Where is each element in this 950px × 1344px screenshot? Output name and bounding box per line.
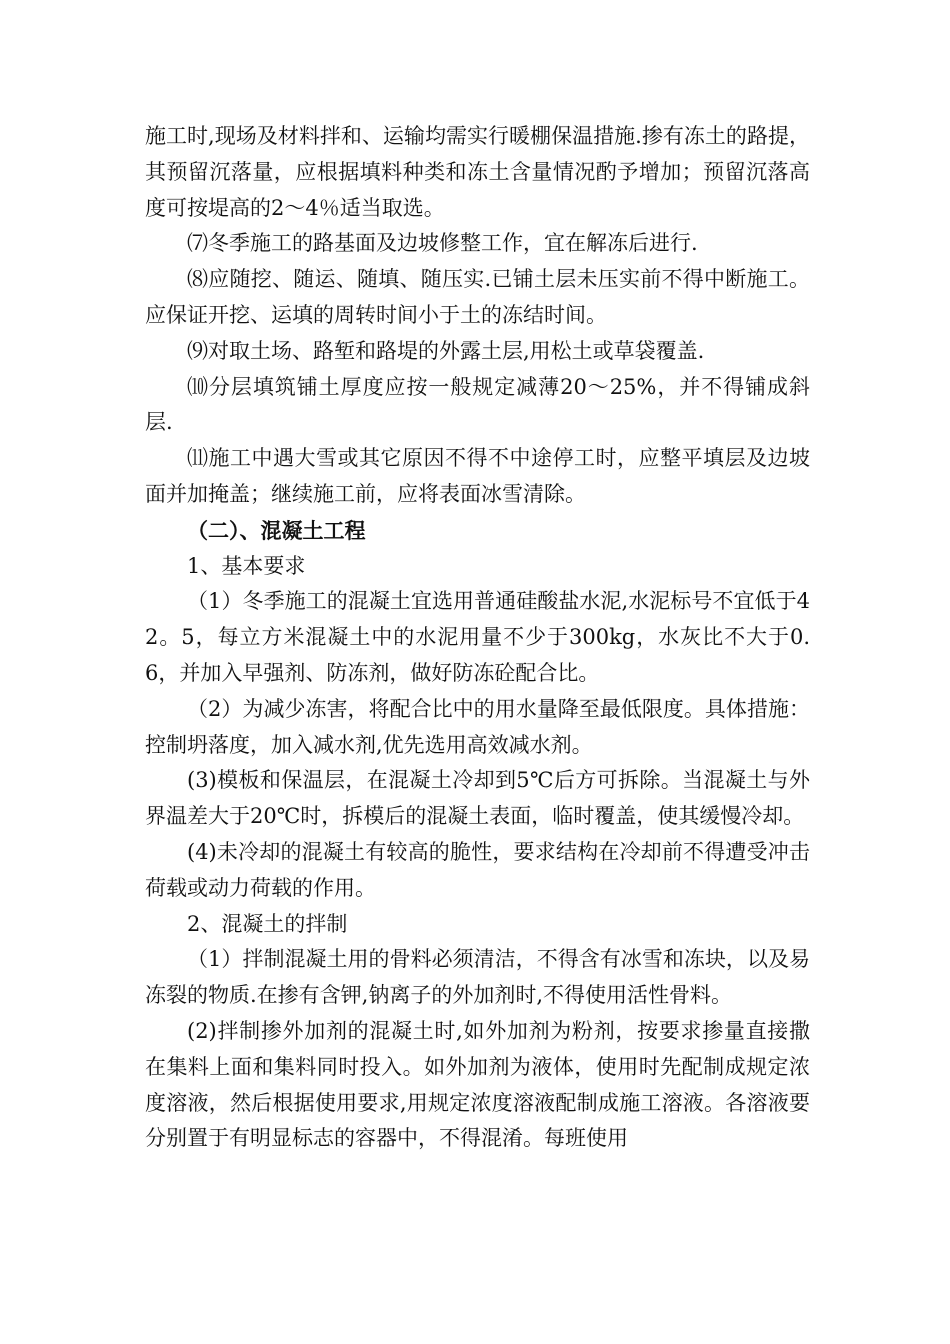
paragraph: ⑽分层填筑铺土厚度应按一般规定减薄20～25%，并不得铺成斜层. [145, 374, 810, 435]
paragraph: 施工时,现场及材料拌和、运输均需实行暖棚保温措施.掺有冻土的路提，其预留沉落量，应根据填料种类和冻土含量情况酌予增加；预留沉落高度可按堤高的2～4％适当取选。 [145, 124, 810, 220]
paragraph: （1）冬季施工的混凝土宜选用普通硅酸盐水泥,水泥标号不宜低于42。5，每立方米混凝土中的水泥用量不少于300kg，水灰比不大于0.6，并加入早强剂、防冻剂，做好防冻砼配合比。 [145, 589, 810, 685]
paragraph: ⑻应随挖、随运、随填、随压实.已铺土层未压实前不得中断施工。应保证开挖、运填的周转时间小于土的冻结时间。 [145, 267, 810, 327]
subsection-heading: 2、混凝土的拌制 [187, 911, 348, 936]
paragraph: （2）为减少冻害，将配合比中的用水量降至最低限度。具体措施：控制坍落度，加入减水剂,优先选用高效减水剂。 [145, 696, 810, 757]
paragraph: ⑼对取土场、路堑和路堤的外露土层,用松土或草袋覆盖. [187, 338, 705, 363]
subsection-heading: 1、基本要求 [187, 553, 306, 578]
paragraph: ⑺冬季施工的路基面及边坡修整工作，宜在解冻后进行. [187, 231, 698, 256]
paragraph: (4)未冷却的混凝土有较高的脆性，要求结构在冷却前不得遭受冲击荷载或动力荷载的作用。 [145, 839, 810, 900]
paragraph: (3)模板和保温层，在混凝土冷却到5℃后方可拆除。当混凝土与外界温差大于20℃时，拆模后的混凝土表面，临时覆盖，使其缓慢冷却。 [145, 768, 810, 829]
paragraph: （1）拌制混凝土用的骨料必须清洁，不得含有冰雪和冻块，以及易冻裂的物质.在掺有含钾,钠离子的外加剂时,不得使用活性骨料。 [145, 947, 810, 1008]
section-heading: （二）、混凝土工程 [187, 517, 366, 543]
document-body [145, 119, 810, 1157]
paragraph: (2)拌制掺外加剂的混凝土时,如外加剂为粉剂，按要求掺量直接撒在集料上面和集料同时投入。如外加剂为液体，使用时先配制成规定浓度溶液，然后根据使用要求,用规定浓度溶液配制成施工溶液。各溶液要分别置于有明显标志的容器中，不得混淆。每班使用 [145, 1018, 810, 1151]
paragraph: ⑾施工中遇大雪或其它原因不得不中途停工时，应整平填层及边坡面并加掩盖；继续施工前，应将表面冰雪清除。 [145, 446, 810, 506]
